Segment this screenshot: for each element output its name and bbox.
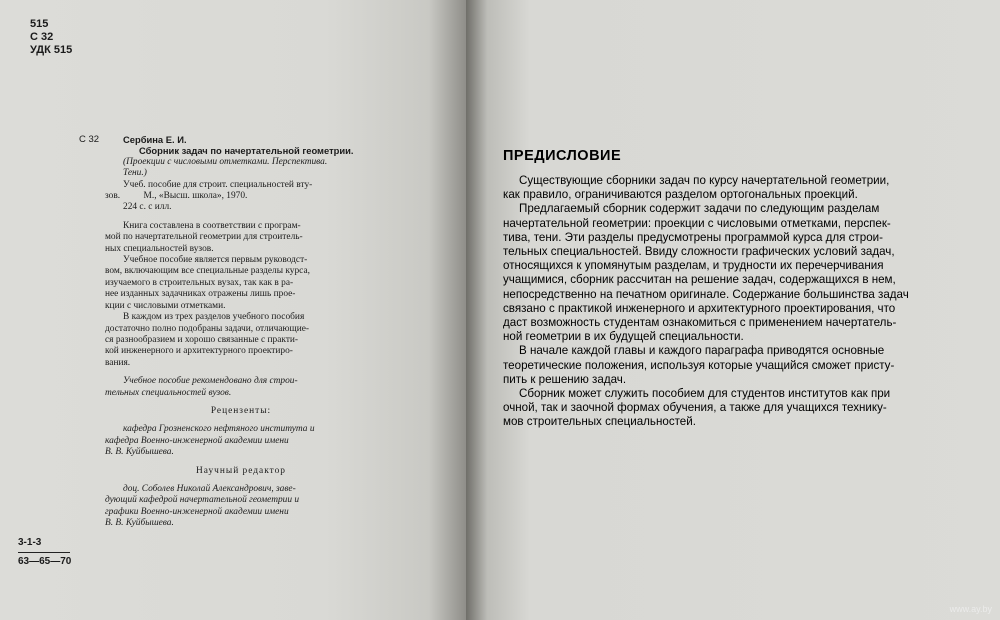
code-divider [18,552,70,553]
code-bottom: 63—65—70 [18,556,72,567]
card-author: Сербина Е. И. [123,134,187,145]
card-abstract-line: ся разнообразием и хорошо связанные с практи- [105,334,299,345]
editor-line: доц. Соболев Николай Александрович, заве- [123,483,296,494]
reviewer-line: кафедра Грозненского нефтяного института и [123,424,315,435]
editor-line: графики Военно-инженерной академии имени [105,506,289,517]
card-pages: 224 с. с илл. [123,202,172,213]
preface-line: пить к решению задач. [503,372,627,386]
card-abstract-line: В каждом из трех разделов учебного пособия [123,312,305,323]
reviewer-line: В. В. Куйбышева. [105,447,174,458]
card-recommendation: тельных специальностей вузов. [105,387,232,398]
card-abstract-line: кции с числовыми отметками. [105,300,226,311]
code-top: 3-1-3 [18,537,42,548]
preface-line: очной, так и заочной формах обучения, а также для учащихся технику- [503,401,887,415]
udc-code: УДК 515 [30,44,73,56]
card-subtitle: (Проекции с числовыми отметками. Перспектива. [123,156,328,167]
card-abstract-line: кой инженерного и архитектурного проектиро- [105,346,293,357]
classification-codes [30,18,72,57]
card-abstract-line: нее изданных задачниках отражены лишь прое- [105,289,296,300]
watermark: www.ay.by [949,604,992,614]
left-page [0,0,466,620]
card-abstract-line: изучаемого в строительных вузах, так как в ра- [105,277,294,288]
preface-line: В начале каждой главы и каждого параграфа приводятся основные [519,344,885,358]
preface-line: как правило, ограничиваются разделом ортогональных проекций. [503,188,858,202]
preface-line: теоретические положения, используя которые учащийся сможет присту- [503,358,895,372]
card-publication: Учеб. пособие для строит. специальностей вту- [123,179,313,190]
reviewers-heading: Рецензенты: [210,405,272,416]
reviewer-line: кафедра Военно-инженерной академии имени [105,435,289,446]
preface-text [503,174,951,430]
preface-line: начертательной геометрии: проекции с числовыми отметками, перспек- [503,216,891,230]
print-codes [18,537,71,568]
card-index: С 32 [79,134,100,145]
card-abstract-line: мой по начертательной геометрии для строитель- [105,232,303,243]
card-abstract-line: ных специальностей вузов. [105,243,214,254]
card-abstract-line: Учебное пособие является первым руководст- [123,255,308,266]
preface-line: ной геометрии в их будущей специальности. [503,330,744,344]
card-abstract-line: вания. [105,357,131,368]
catalog-card [79,134,377,530]
card-abstract-line: достаточно полно подобраны задачи, отличающие- [105,323,310,334]
preface-title: ПРЕДИСЛОВИЕ [503,148,622,164]
preface-line: тива, тени. Эти разделы предусмотрены программой курса для строи- [503,230,883,244]
card-publication: зов. М., «Высш. школа», 1970. [105,191,248,202]
card-abstract-line: Книга составлена в соответствии с програм- [123,220,301,231]
preface-line: Предлагаемый сборник содержит задачи по следующим разделам [519,202,880,216]
editor-line: В. В. Куйбышева. [105,518,174,529]
card-abstract-line: вом, включающим все специальные разделы курса, [105,266,310,277]
card-title: Сборник задач по начертательной геометрии. [139,145,354,157]
class-code: С 32 [30,31,54,43]
preface-line: Сборник может служить пособием для студентов институтов как при [519,387,891,401]
preface-line: мов строительных специальностей. [503,415,696,429]
preface-line: даст возможность студентам ознакомиться с применением начертатель- [503,316,897,330]
editor-heading: Научный редактор [196,465,286,476]
preface-line: относящихся к упомянутым разделам, и трудности их перечерчивания [503,259,884,273]
preface-line: связано с практикой инженерного и архитектурного проектирования, что [503,301,896,315]
preface-line: тельных специальностей. Ввиду сложности графических условий задач, [503,245,895,259]
class-code: 515 [30,18,49,30]
card-recommendation: Учебное пособие рекомендовано для строи- [123,376,298,387]
editor-line: дующий кафедрой начертательной геометрии и [105,495,300,506]
card-subtitle: Тени.) [123,168,147,179]
preface-line: учащимися, сборник рассчитан на решение задач, содержащихся в нем, [503,273,896,287]
preface-line: непосредственно на печатном оригинале. Содержание большинства задач [503,287,909,301]
preface-line: Существующие сборники задач по курсу начертательной геометрии, [519,174,890,187]
